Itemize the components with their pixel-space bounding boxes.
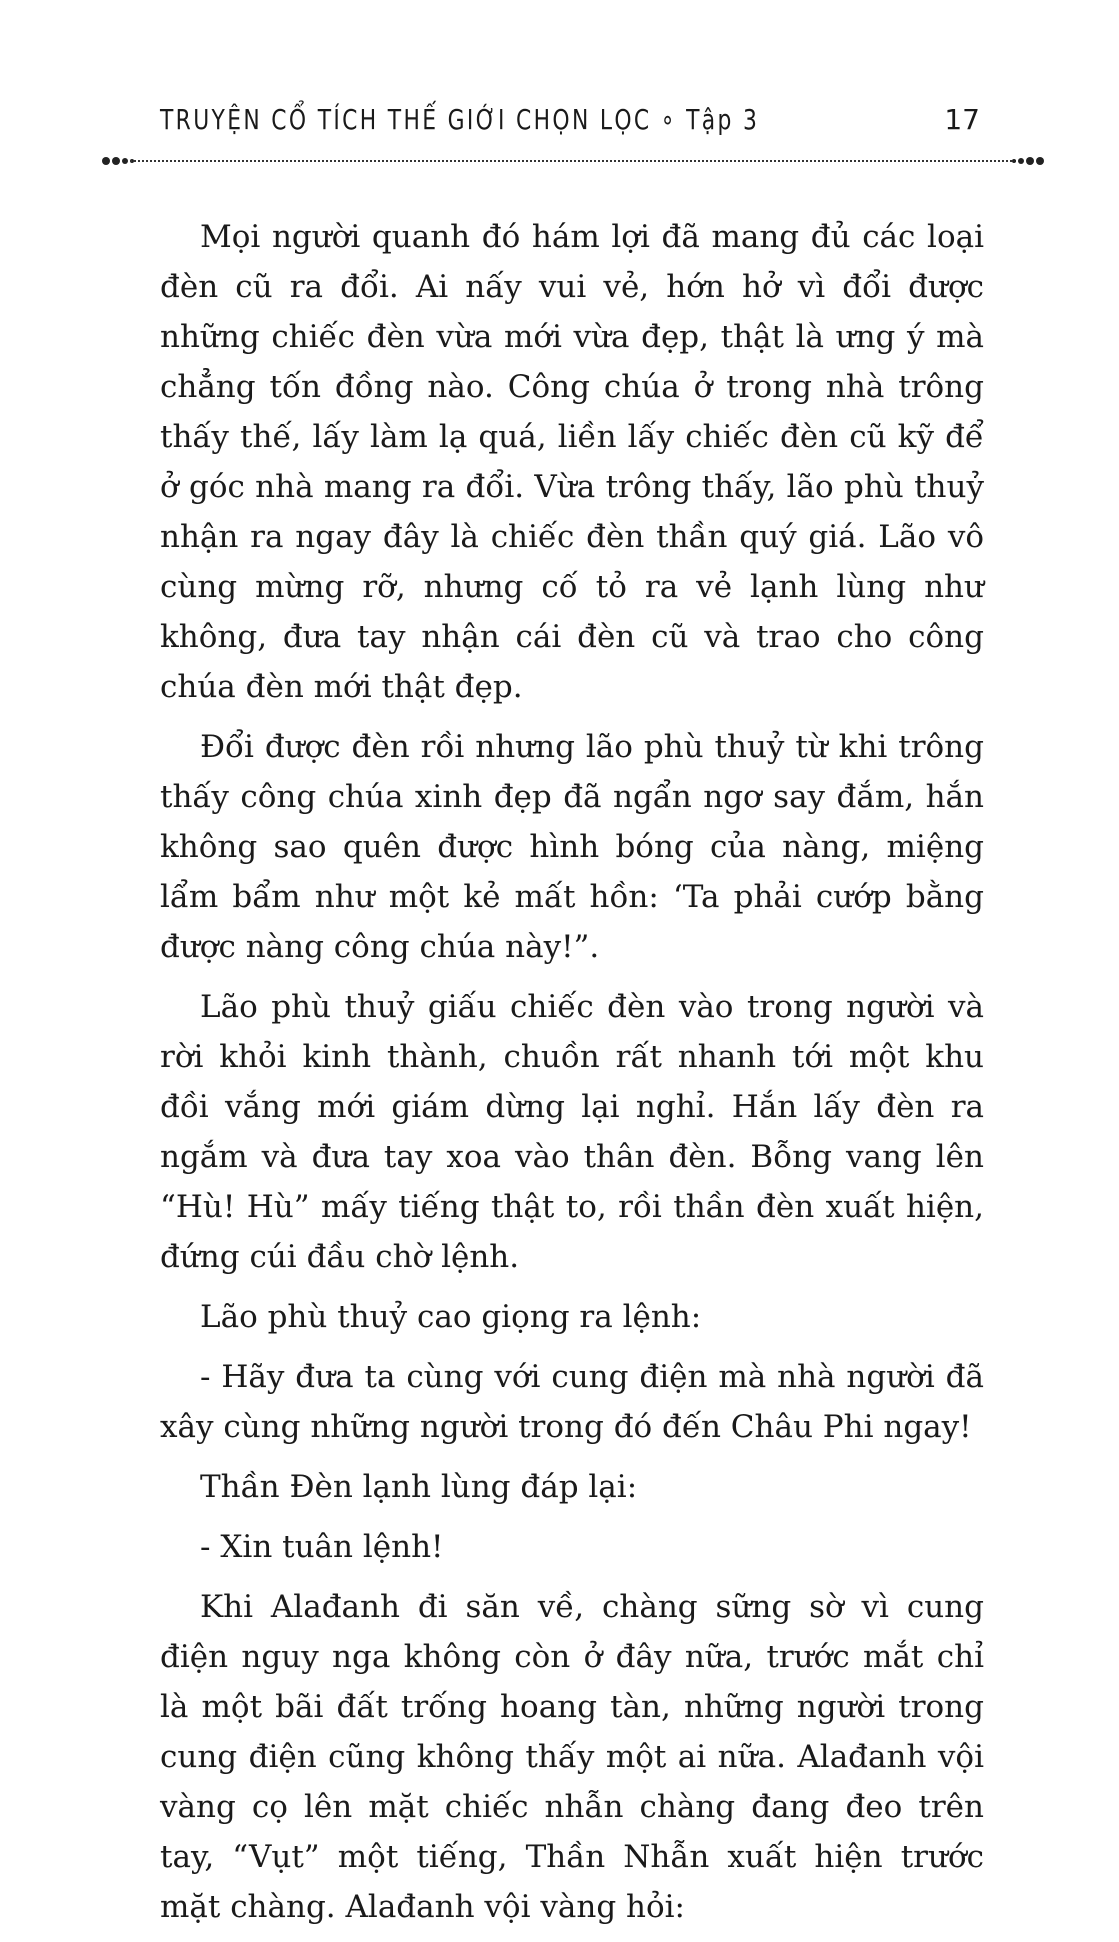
header-divider [102, 156, 1044, 166]
running-header [160, 103, 980, 147]
paragraph: Lão phù thuỷ giấu chiếc đèn vào trong người và rời khỏi kinh thành, chuồn rất nhanh tới một khu đồi vắng mới giám dừng lại nghỉ. Hắn lấy đèn ra ngắm và đưa tay xoa vào thân đèn. Bỗng vang lên “Hù! Hù” mấy tiếng thật to, rồi thần đèn xuất hiện, đứng cúi đầu chờ lệnh. [160, 989, 984, 1275]
paragraph: Đổi được đèn rồi nhưng lão phù thuỷ từ khi trông thấy công chúa xinh đẹp đã ngẩn ngơ say đắm, hắn không sao quên được hình bóng của nàng, miệng lẩm bẩm như một kẻ mất hồn: ‘Ta phải cướp bằng được nàng công chúa này!”. [160, 729, 984, 965]
paragraph: Khi Alađanh đi săn về, chàng sững sờ vì cung điện nguy nga không còn ở đây nữa, trước mắt chỉ là một bãi đất trống hoang tàn, những người trong cung điện cũng không thấy một ai nữa. Alađanh vội vàng cọ lên mặt chiếc nhẫn chàng đang đeo trên tay, “Vụt” một tiếng, Thần Nhẫn xuất hiện trước mặt chàng. Alađanh vội vàng hỏi: [160, 1589, 984, 1925]
paragraph: Mọi người quanh đó hám lợi đã mang đủ các loại đèn cũ ra đổi. Ai nấy vui vẻ, hớn hở vì đổi được những chiếc đèn vừa mới vừa đẹp, thật là ưng ý mà chẳng tốn đồng nào. Công chúa ở trong nhà trông thấy thế, lấy làm lạ quá, liền lấy chiếc đèn cũ kỹ để ở góc nhà mang ra đổi. Vừa trông thấy, lão phù thuỷ nhận ra ngay đây là chiếc đèn thần quý giá. Lão vô cùng mừng rỡ, nhưng cố tỏ ra vẻ lạnh lùng như không, đưa tay nhận cái đèn cũ và trao cho công chúa đèn mới thật đẹp. [160, 219, 984, 705]
paragraph: - Xin tuân lệnh! [200, 1529, 444, 1565]
divider-ornament-right [1012, 156, 1044, 166]
page-number: 17 [944, 103, 980, 136]
paragraph: Lão phù thuỷ cao giọng ra lệnh: [200, 1299, 702, 1335]
book-title: TRUYỆN CỔ TÍCH THẾ GIỚI CHỌN LỌC ∘ Tập 3 [160, 103, 760, 136]
paragraph: Thần Đèn lạnh lùng đáp lại: [200, 1469, 638, 1505]
body-text [160, 212, 984, 1942]
paragraph: - Hãy đưa ta cùng với cung điện mà nhà người đã xây cùng những người trong đó đến Châu Phi ngay! [160, 1359, 984, 1445]
dotted-rule [130, 160, 1016, 162]
